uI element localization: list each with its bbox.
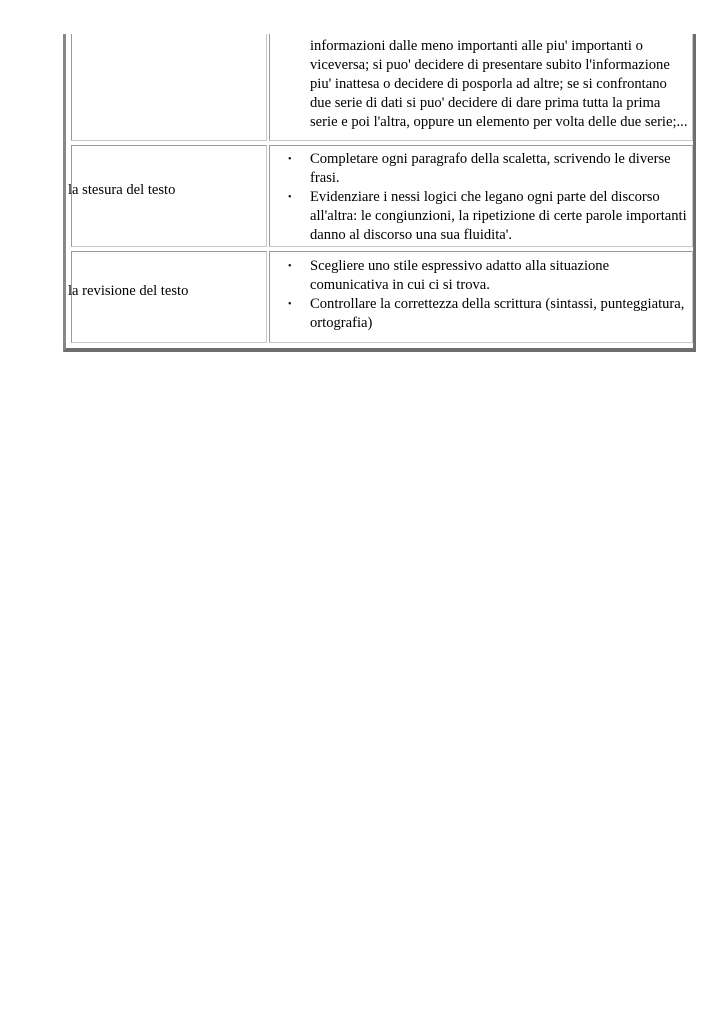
text-line: informazioni dalle meno importanti alle piu' importanti o <box>310 38 643 54</box>
text-line: Completare ogni paragrafo della scaletta, scrivendo le diverse <box>310 151 671 167</box>
bullet-icon: • <box>288 299 292 310</box>
bullet-icon: • <box>288 154 292 165</box>
text-line: danno al discorso una sua fluidita'. <box>310 227 513 243</box>
list-item <box>288 188 687 245</box>
row3-list <box>288 257 685 333</box>
list-item <box>288 295 685 333</box>
row3-content <box>288 257 685 333</box>
text-line: piu' inattesa o decidere di posporla ad altre; se si confrontano <box>310 76 667 92</box>
text-line: comunicativa in cui ci si trova. <box>310 277 490 293</box>
row1-label-cell <box>71 34 267 141</box>
row1-continuation-text <box>310 37 687 132</box>
list-item <box>288 257 684 295</box>
list-item <box>288 150 687 188</box>
text-line: Evidenziare i nessi logici che legano ogni parte del discorso <box>310 189 660 205</box>
bullet-icon: • <box>288 192 292 203</box>
text-line: all'altra: le congiunzioni, la ripetizione di certe parole importanti <box>310 208 687 224</box>
row2-content <box>288 150 687 245</box>
text-line: ortografia) <box>310 315 373 331</box>
row2-label: la stesura del testo <box>68 182 176 198</box>
row3-label: la revisione del testo <box>68 283 189 299</box>
text-line: viceversa; si puo' decidere di presentare subito l'informazione <box>310 57 670 73</box>
text-line: frasi. <box>310 170 340 186</box>
text-line: Controllare la correttezza della scrittura (sintassi, punteggiatura, <box>310 296 685 312</box>
bullet-icon: • <box>288 261 292 272</box>
row2-list <box>288 150 687 245</box>
text-line: due serie di dati si puo' decidere di dare prima tutta la prima <box>310 95 661 111</box>
text-line: Scegliere uno stile espressivo adatto alla situazione <box>310 258 610 274</box>
text-line: serie e poi l'altra, oppure un elemento per volta delle due serie;... <box>310 114 688 130</box>
